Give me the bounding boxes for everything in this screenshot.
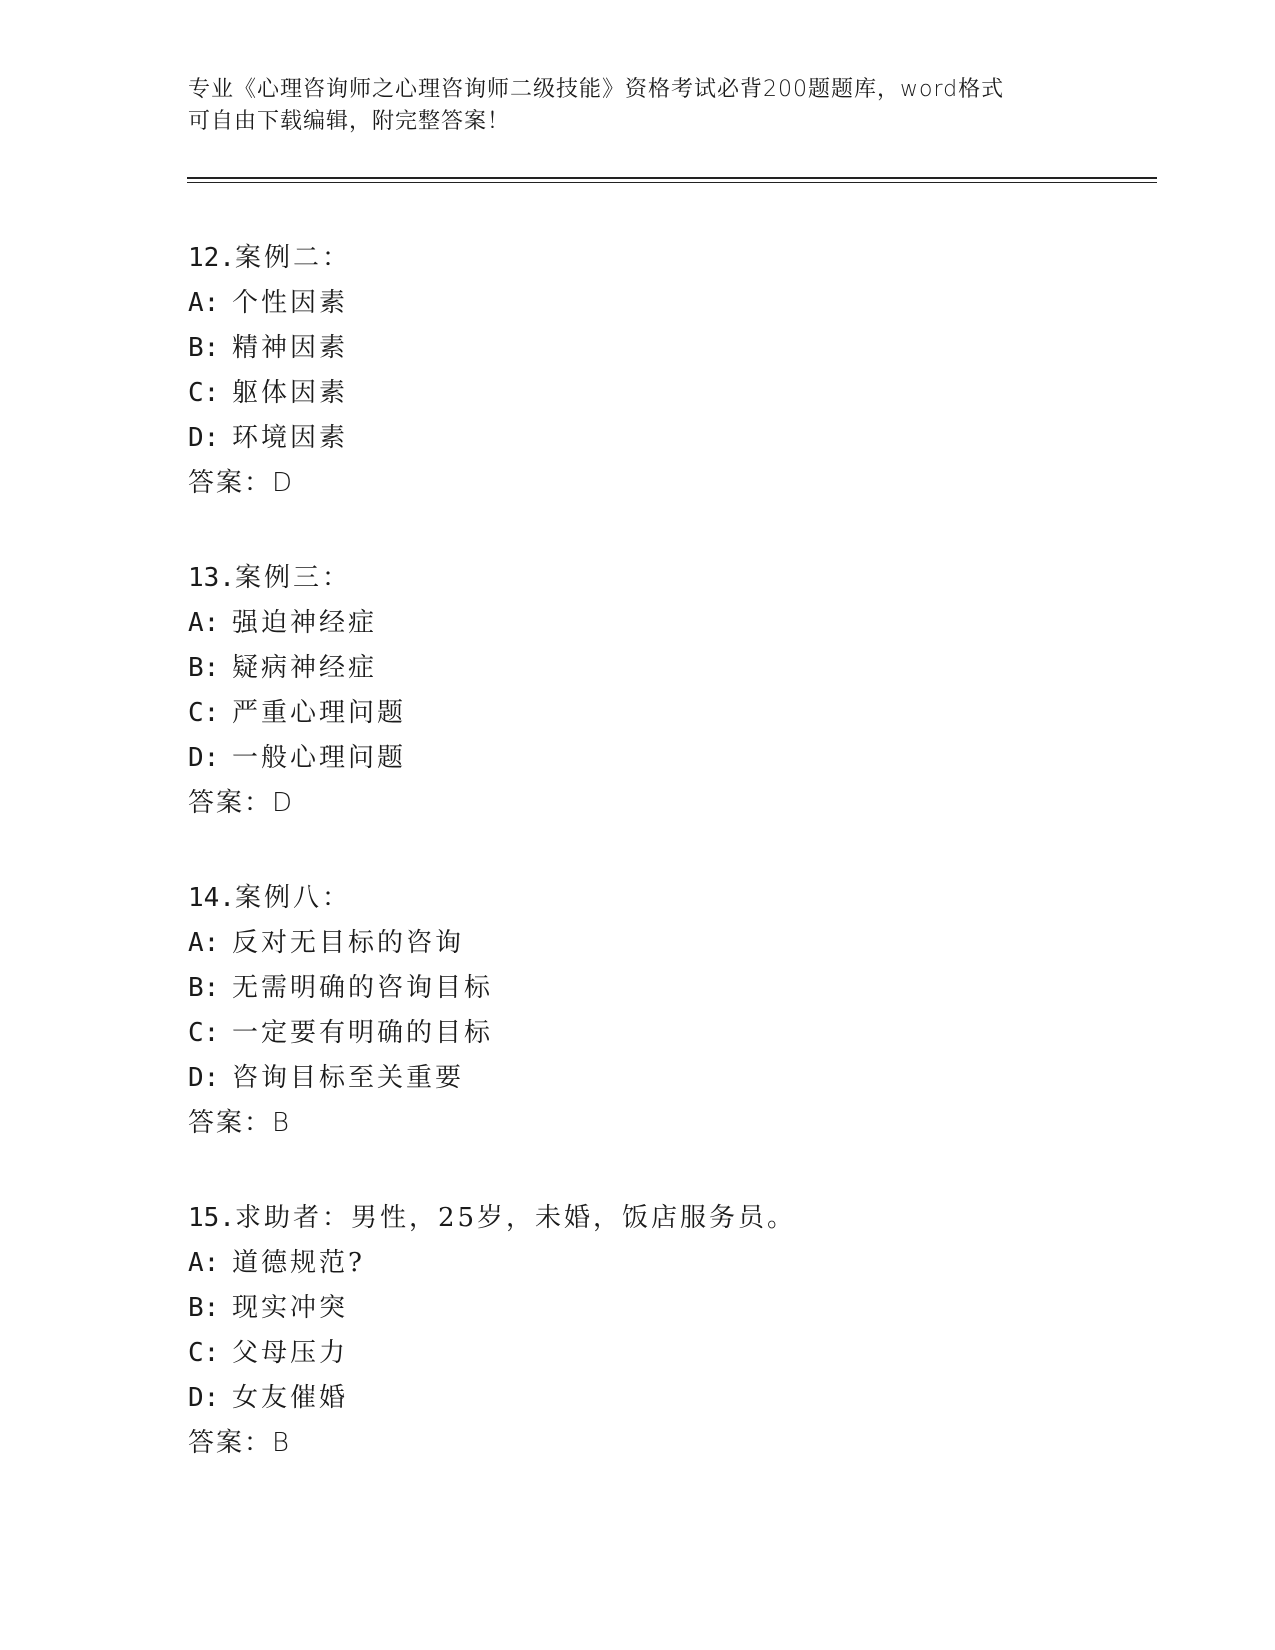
question-item (188, 558, 1138, 828)
question-text: 求助者：男性，25岁，未婚，饭店服务员。 (234, 1203, 797, 1233)
option-b (188, 328, 1138, 373)
option-d (188, 418, 1138, 463)
option-text: 一定要有明确的目标 (232, 1018, 494, 1048)
option-text: 父母压力 (232, 1338, 349, 1368)
question-number: 15. (188, 1203, 235, 1233)
option-b (188, 648, 1138, 693)
question-number: 12. (188, 243, 235, 273)
option-text: 严重心理问题 (232, 698, 407, 728)
option-a (188, 923, 1138, 968)
option-text: 女友催婚 (232, 1383, 349, 1413)
question-item (188, 878, 1138, 1148)
option-a (188, 603, 1138, 648)
option-key: D: (188, 743, 220, 773)
option-key: A: (188, 608, 220, 638)
option-key: C: (188, 698, 220, 728)
option-key: B: (188, 653, 220, 683)
option-d (188, 1378, 1138, 1423)
option-a (188, 1243, 1138, 1288)
option-key: C: (188, 1338, 220, 1368)
option-key: B: (188, 1293, 220, 1323)
option-text: 道德规范? (232, 1248, 365, 1278)
option-text: 一般心理问题 (232, 743, 407, 773)
option-text: 咨询目标至关重要 (232, 1063, 465, 1093)
option-key: D: (188, 423, 220, 453)
question-stem (188, 558, 1138, 603)
option-text: 精神因素 (232, 333, 349, 363)
option-a (188, 283, 1138, 328)
option-c (188, 373, 1138, 418)
option-key: D: (188, 1063, 220, 1093)
question-stem (188, 1198, 1138, 1243)
question-item (188, 1198, 1138, 1468)
option-key: B: (188, 973, 220, 1003)
option-b (188, 968, 1138, 1013)
answer-line: 答案：B (188, 1428, 292, 1458)
option-text: 躯体因素 (232, 378, 349, 408)
option-text: 疑病神经症 (232, 653, 378, 683)
option-key: A: (188, 1248, 220, 1278)
option-text: 现实冲突 (232, 1293, 349, 1323)
question-text: 案例八： (234, 883, 351, 913)
question-number: 14. (188, 883, 235, 913)
option-key: C: (188, 1018, 220, 1048)
option-key: B: (188, 333, 220, 363)
header-divider-thin (187, 182, 1157, 183)
header-line-1: 专业《心理咨询师之心理咨询师二级技能》资格考试必背200题题库，word格式 (188, 77, 1005, 102)
option-text: 环境因素 (232, 423, 349, 453)
option-key: C: (188, 378, 220, 408)
answer-line: 答案：D (188, 788, 295, 818)
option-key: A: (188, 288, 220, 318)
document-header (188, 74, 1088, 138)
option-c (188, 1013, 1138, 1058)
option-text: 反对无目标的咨询 (232, 928, 465, 958)
option-c (188, 693, 1138, 738)
question-stem (188, 238, 1138, 283)
option-text: 无需明确的咨询目标 (232, 973, 494, 1003)
option-key: A: (188, 928, 220, 958)
option-text: 强迫神经症 (232, 608, 378, 638)
question-text: 案例二： (234, 243, 351, 273)
option-d (188, 738, 1138, 783)
question-number: 13. (188, 563, 235, 593)
answer-line: 答案：B (188, 1108, 292, 1138)
header-divider-thick (187, 177, 1157, 179)
answer-line: 答案：D (188, 468, 295, 498)
option-text: 个性因素 (232, 288, 349, 318)
question-stem (188, 878, 1138, 923)
option-d (188, 1058, 1138, 1103)
question-text: 案例三： (234, 563, 351, 593)
question-list (188, 238, 1138, 1518)
question-item (188, 238, 1138, 508)
option-key: D: (188, 1383, 220, 1413)
option-c (188, 1333, 1138, 1378)
option-b (188, 1288, 1138, 1333)
header-line-2: 可自由下载编辑，附完整答案！ (188, 109, 511, 134)
